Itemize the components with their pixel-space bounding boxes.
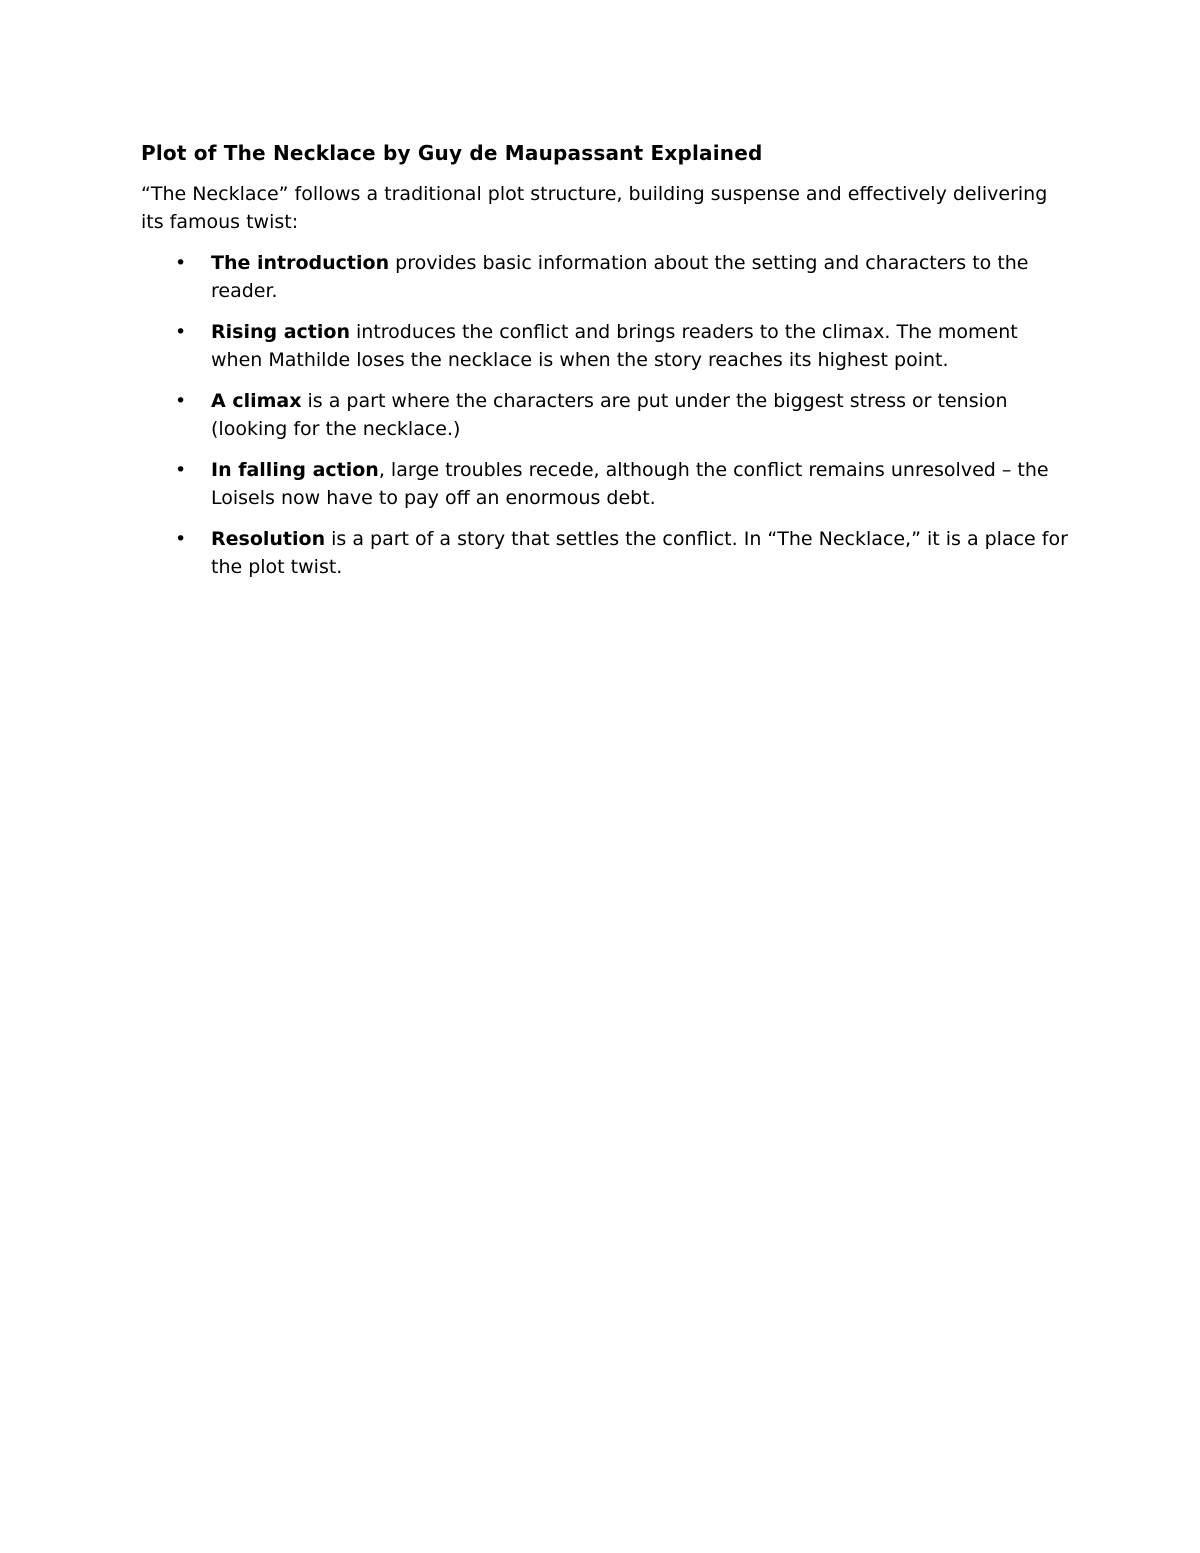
desc-falling-action: , large troubles recede, although the conflict remains unresolved – the Loisels now have to pay off an enormous debt. [211, 459, 1049, 509]
desc-climax: is a part where the characters are put under the biggest stress or tension (looking for the necklace.) [211, 390, 1008, 440]
intro-paragraph: “The Necklace” follows a traditional plot structure, building suspense and effectively delivering its famous twist: [141, 183, 1048, 233]
list-item-climax [141, 388, 1071, 443]
bullet-icon: • [175, 321, 187, 343]
list-item-resolution [141, 526, 1071, 581]
document-title: Plot of The Necklace by Guy de Maupassant Explained [141, 141, 763, 165]
list-item-rising-action [141, 319, 1071, 374]
term-introduction: The introduction [211, 252, 390, 274]
term-climax: A climax [211, 390, 302, 412]
document-page [141, 138, 1071, 595]
desc-resolution: is a part of a story that settles the conflict. In “The Necklace,” it is a place for the plot twist. [211, 528, 1068, 578]
term-falling-action: In falling action [211, 459, 379, 481]
plot-elements-list [141, 250, 1071, 581]
list-item-introduction [141, 250, 1071, 305]
bullet-icon: • [175, 459, 187, 481]
bullet-icon: • [175, 390, 187, 412]
term-resolution: Resolution [211, 528, 326, 550]
list-item-falling-action [141, 457, 1071, 512]
desc-rising-action: introduces the conflict and brings readers to the climax. The moment when Mathilde loses the necklace is when the story reaches its highest point. [211, 321, 1018, 371]
bullet-icon: • [175, 528, 187, 550]
desc-introduction: provides basic information about the setting and characters to the reader. [211, 252, 1029, 302]
term-rising-action: Rising action [211, 321, 350, 343]
bullet-icon: • [175, 252, 187, 274]
